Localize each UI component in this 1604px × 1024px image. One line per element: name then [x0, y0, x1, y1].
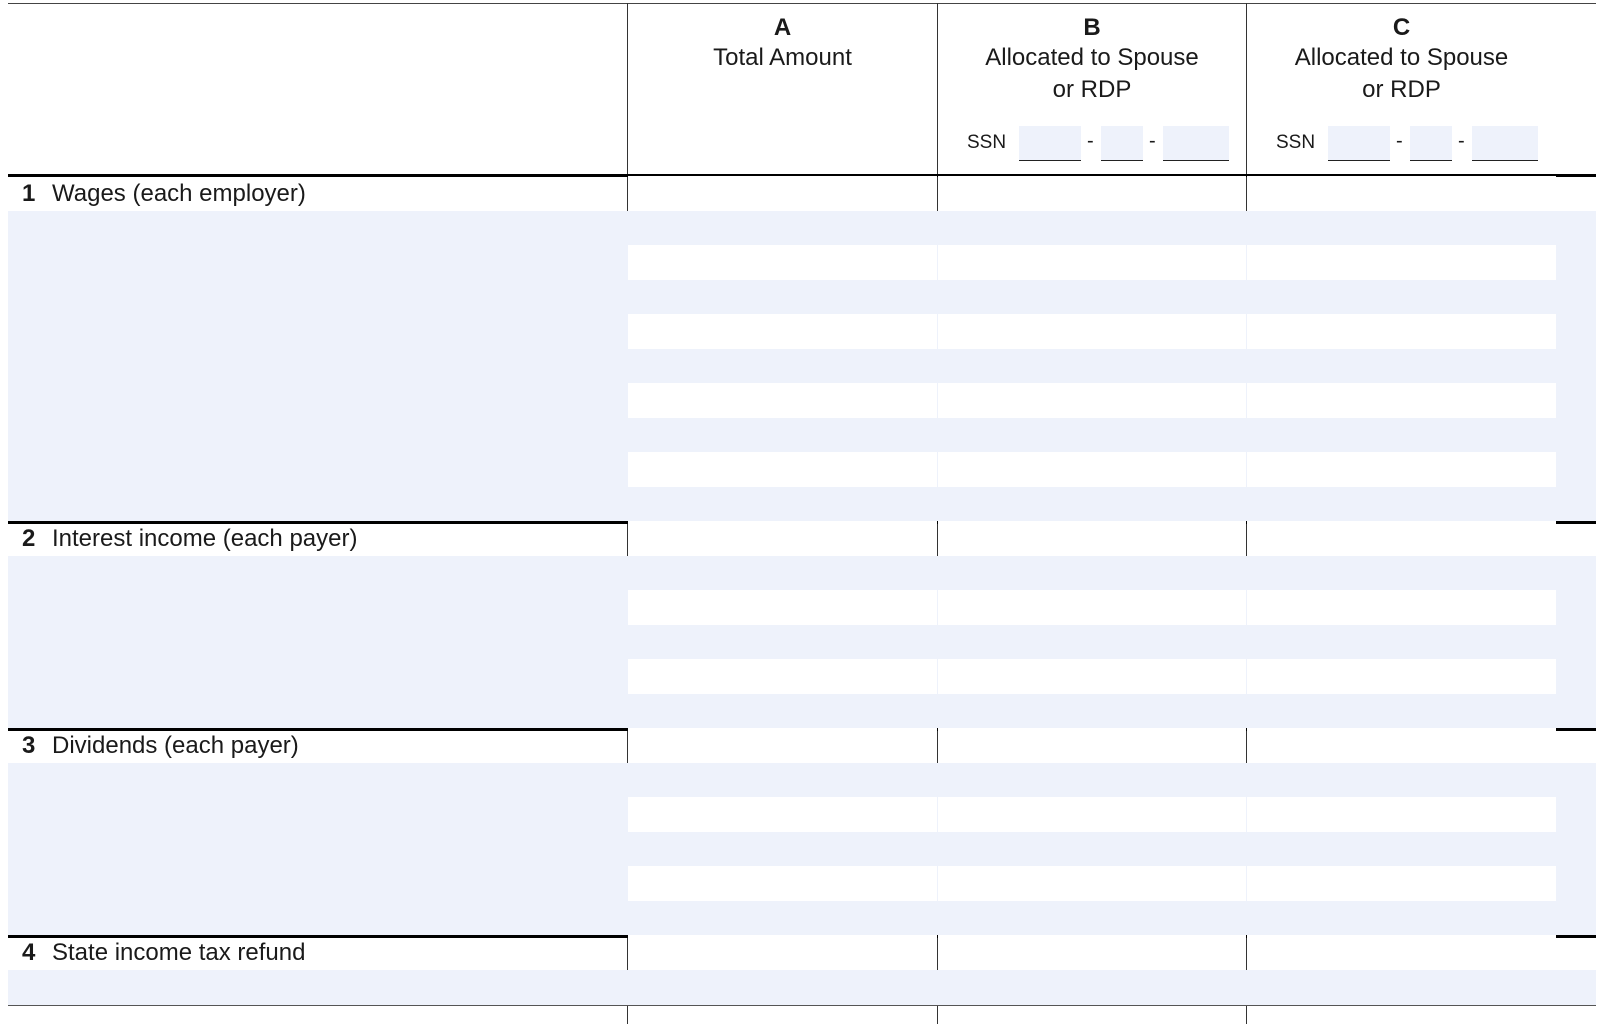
spouse-b-field[interactable] — [938, 176, 1246, 211]
spouse-c-field[interactable] — [1247, 590, 1556, 625]
spouse-c-field[interactable] — [1247, 452, 1556, 487]
spouse-b-field[interactable] — [938, 659, 1246, 694]
line-text: Dividends (each payer) — [52, 732, 299, 759]
line-3-entry-row — [8, 866, 1596, 936]
amount-field[interactable] — [628, 314, 937, 349]
ssn-separator: - — [1087, 130, 1094, 152]
ssn-label: SSN — [1276, 132, 1316, 153]
spouse-c-field[interactable] — [1247, 728, 1556, 763]
line-1-label — [22, 180, 306, 208]
column-a-letter: A — [773, 14, 792, 41]
line-1-row — [8, 176, 1596, 246]
row-rule — [8, 1005, 1596, 1006]
spouse-b-field[interactable] — [938, 383, 1246, 418]
spouse-b-field[interactable] — [938, 245, 1246, 280]
spouse-b-field[interactable] — [938, 521, 1246, 556]
column-c-letter: C — [1392, 14, 1411, 41]
line-text: Interest income (each payer) — [52, 525, 358, 552]
line-3-entry-row — [8, 797, 1596, 867]
ssn-separator: - — [1396, 130, 1403, 152]
spouse-c-field[interactable] — [1247, 314, 1556, 349]
line-1-entry-row — [8, 245, 1596, 315]
ssn-c-group-field[interactable] — [1410, 126, 1452, 161]
spouse-c-field[interactable] — [1247, 935, 1556, 970]
line-number: 3 — [22, 732, 36, 759]
line-3-label — [22, 732, 299, 760]
ssn-label: SSN — [967, 132, 1007, 153]
spouse-b-field[interactable] — [938, 452, 1246, 487]
column-b-letter: B — [1083, 14, 1101, 41]
column-b-header — [938, 14, 1246, 106]
ssn-b-group-field[interactable] — [1101, 126, 1143, 161]
line-1-entry-row — [8, 452, 1596, 522]
ssn-b-serial-field[interactable] — [1163, 126, 1229, 161]
entry-band — [8, 763, 1596, 798]
community-property-allocation-form — [8, 0, 1596, 1024]
spouse-b-field[interactable] — [938, 314, 1246, 349]
spouse-c-field[interactable] — [1247, 521, 1556, 556]
entry-band — [8, 556, 1596, 591]
amount-field[interactable] — [628, 452, 937, 487]
line-text: State income tax refund — [52, 939, 306, 966]
amount-field[interactable] — [628, 245, 937, 280]
amount-field[interactable] — [628, 521, 937, 556]
amount-field[interactable] — [628, 797, 937, 832]
line-number: 4 — [22, 939, 36, 966]
column-b-title-line2: or RDP — [1052, 76, 1132, 103]
line-4-row — [8, 935, 1596, 1005]
line-1-entry-row — [8, 314, 1596, 384]
amount-field[interactable] — [628, 176, 937, 211]
amount-field[interactable] — [628, 659, 937, 694]
line-2-label — [22, 525, 357, 553]
spouse-b-field[interactable] — [938, 866, 1246, 901]
spouse-c-field[interactable] — [1247, 659, 1556, 694]
entry-band — [8, 970, 1596, 1005]
line-2-entry-row — [8, 590, 1596, 660]
column-a-title: Total Amount — [713, 44, 852, 71]
line-text: Wages (each employer) — [52, 180, 306, 207]
spouse-b-field[interactable] — [938, 935, 1246, 970]
column-c-title-line2: or RDP — [1362, 76, 1441, 103]
spouse-b-field[interactable] — [938, 590, 1246, 625]
column-a-header — [628, 14, 937, 74]
line-4-label — [22, 939, 305, 967]
amount-field[interactable] — [628, 590, 937, 625]
spouse-c-field[interactable] — [1247, 383, 1556, 418]
column-b-title-line1: Allocated to Spouse — [985, 44, 1199, 71]
line-number: 1 — [22, 180, 36, 207]
spouse-b-field[interactable] — [938, 797, 1246, 832]
column-c-header — [1247, 14, 1556, 106]
line-2-entry-row — [8, 659, 1596, 729]
amount-field[interactable] — [628, 383, 937, 418]
spouse-c-ssn — [1276, 126, 1546, 162]
spouse-c-field[interactable] — [1247, 866, 1556, 901]
ssn-c-serial-field[interactable] — [1472, 126, 1538, 161]
amount-field[interactable] — [628, 866, 937, 901]
top-rule — [8, 3, 1596, 4]
spouse-c-field[interactable] — [1247, 797, 1556, 832]
ssn-b-area-field[interactable] — [1019, 126, 1081, 161]
entry-band — [8, 211, 1596, 246]
amount-field[interactable] — [628, 935, 937, 970]
ssn-separator: - — [1149, 130, 1156, 152]
line-number: 2 — [22, 525, 36, 552]
ssn-separator: - — [1458, 130, 1465, 152]
line-3-row — [8, 728, 1596, 798]
spouse-c-field[interactable] — [1247, 245, 1556, 280]
spouse-b-field[interactable] — [938, 728, 1246, 763]
amount-field[interactable] — [628, 728, 937, 763]
spouse-c-field[interactable] — [1247, 176, 1556, 211]
column-c-title-line1: Allocated to Spouse — [1294, 44, 1509, 71]
line-1-entry-row — [8, 383, 1596, 453]
ssn-c-area-field[interactable] — [1328, 126, 1390, 161]
spouse-b-ssn — [967, 126, 1237, 162]
line-2-row — [8, 521, 1596, 591]
